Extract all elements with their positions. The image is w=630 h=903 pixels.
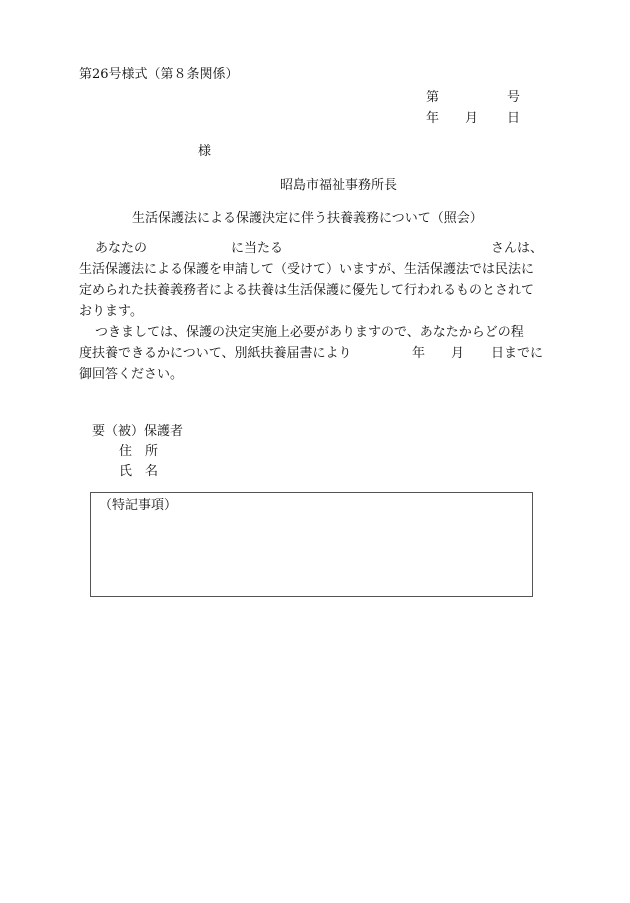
special-notes-box[interactable] xyxy=(90,492,533,597)
issuer-name: 昭島市福祉事務所長 xyxy=(280,178,398,193)
body-line-2: 生活保護法による保護を申請して（受けて）いますが、生活保護法では民法に xyxy=(79,262,535,277)
body-line-6-year: 年 xyxy=(412,346,426,361)
body-line-4: おります。 xyxy=(79,304,143,319)
special-notes-title: （特記事項） xyxy=(99,498,178,513)
date-year-label: 年 xyxy=(426,111,440,126)
body-line-5: つきましては、保護の決定実施上必要がありますので、あなたからどの程 xyxy=(95,325,524,340)
body-line-3: 定められた扶養義務者による扶養は生活保護に優先して行われるものとされて xyxy=(79,283,535,298)
body-line-6-end: 日までに xyxy=(491,346,544,361)
body-line-1-start: あなたの xyxy=(95,241,148,256)
document-subject: 生活保護法による保護決定に伴う扶養義務について（照会） xyxy=(132,211,483,226)
document-number-suffix: 号 xyxy=(507,90,521,105)
recipient-name-label: 氏 名 xyxy=(119,464,159,479)
body-line-6-month: 月 xyxy=(451,346,465,361)
body-line-1-relation: に当たる xyxy=(231,241,284,256)
recipient-address-label: 住 所 xyxy=(119,444,159,459)
body-line-1-end: さんは、 xyxy=(491,241,544,256)
body-line-6-start: 度扶養できるかについて、別紙扶養届書により xyxy=(79,346,352,361)
form-number: 第26号様式（第８条関係） xyxy=(79,67,239,82)
recipient-section-label: 要（被）保護者 xyxy=(92,424,184,439)
date-month-label: 月 xyxy=(465,111,479,126)
body-line-7: 御回答ください。 xyxy=(79,367,184,382)
document-number-label: 第 xyxy=(426,90,440,105)
date-day-label: 日 xyxy=(507,111,521,126)
addressee-honorific: 様 xyxy=(198,144,212,159)
